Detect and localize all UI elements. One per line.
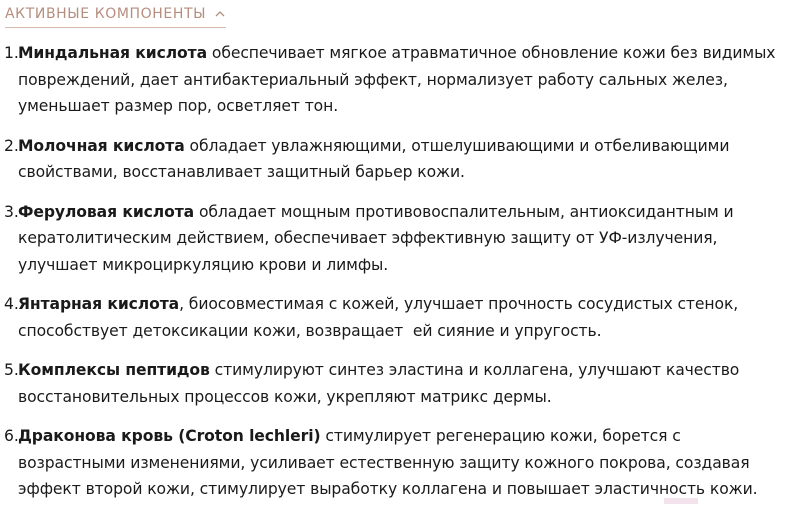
item-description: обеспечивает мягкое атравматичное обновление кожи без видимых повреждений, дает антибактериальный эффект, нормализует работу сальных желез, уменьшает размер пор, осветляет тон. — [18, 44, 776, 115]
item-number: 1. — [4, 44, 19, 62]
list-item — [4, 423, 792, 503]
list-item — [4, 199, 792, 279]
item-number: 3. — [4, 202, 19, 221]
list-item — [4, 133, 792, 186]
item-number: 5. — [4, 361, 19, 379]
item-name: Янтарная кислота — [18, 295, 180, 313]
scroll-indicator — [664, 498, 698, 504]
item-name: Феруловая кислота — [18, 202, 195, 221]
section-title: АКТИВНЫЕ КОМПОНЕНТЫ — [5, 6, 207, 22]
item-number: 6. — [4, 427, 19, 445]
item-name: Молочная кислота — [18, 136, 185, 155]
list-item — [4, 291, 792, 344]
item-number: 4. — [4, 295, 19, 313]
item-description: стимулирует регенерацию кожи, борется с возрастными изменениями, усиливает естественную защиту кожного покрова, создавая эффект второй кожи, стимулирует выработку коллагена и повышает эластичность кожи. — [18, 427, 758, 498]
list-item — [4, 40, 792, 120]
list-item — [4, 357, 792, 410]
item-description: , биосовместимая с кожей, улучшает прочность сосудистых стенок, способствует детоксикации кожи, возвращает ей сияние и упругость. — [18, 295, 743, 340]
item-description: обладает увлажняющими, отшелушивающими и отбеливающими свойствами, восстанавливает защитный барьер кожи. — [18, 136, 730, 181]
item-name: Миндальная кислота — [18, 44, 208, 62]
chevron-up-icon[interactable] — [214, 8, 226, 20]
item-description: обладает мощным противовоспалительным, антиоксидантным и кератолитическим действием, обеспечивает эффективную защиту от УФ-излучения, улучшает микроциркуляцию крови и лимфы. — [18, 202, 734, 274]
item-description: стимулируют синтез эластина и коллагена, улучшают качество восстановительных процессов кожи, укрепляют матрикс дермы. — [18, 361, 740, 406]
item-name: Драконова кровь (Croton lechleri) — [18, 427, 321, 445]
active-components-toggle[interactable] — [5, 4, 226, 28]
item-name: Комплексы пептидов — [18, 361, 210, 379]
components-list — [4, 40, 792, 516]
item-number: 2. — [4, 136, 19, 155]
